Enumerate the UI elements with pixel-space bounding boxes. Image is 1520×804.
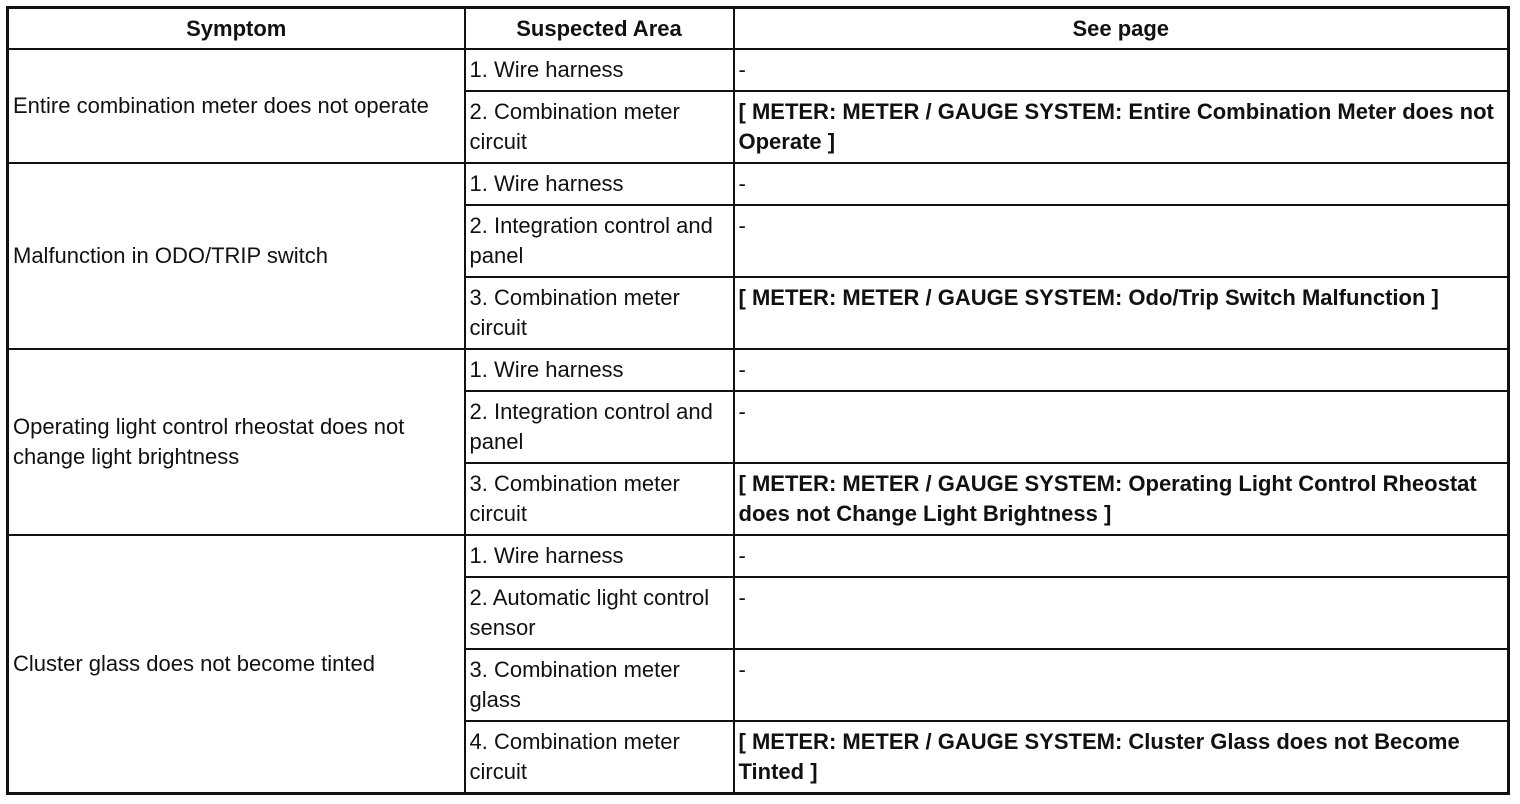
suspected-area-cell: 4. Combination meter circuit <box>465 721 734 794</box>
symptom-cell: Cluster glass does not become tinted <box>8 535 465 794</box>
suspected-area-cell: 2. Integration control and panel <box>465 391 734 463</box>
header-see-page: See page <box>734 8 1509 50</box>
suspected-area-cell: 2. Automatic light control sensor <box>465 577 734 649</box>
header-row <box>8 8 1509 50</box>
table-row <box>8 163 1509 205</box>
header-suspected-area: Suspected Area <box>465 8 734 50</box>
table-row <box>8 349 1509 391</box>
troubleshooting-table-container <box>6 6 1510 795</box>
suspected-area-cell: 1. Wire harness <box>465 349 734 391</box>
suspected-area-cell: 1. Wire harness <box>465 163 734 205</box>
see-page-cell: - <box>734 349 1509 391</box>
see-page-link[interactable]: [ METER: METER / GAUGE SYSTEM: Entire Combination Meter does not Operate ] <box>734 91 1509 163</box>
table-row <box>8 535 1509 577</box>
header-symptom: Symptom <box>8 8 465 50</box>
suspected-area-cell: 2. Combination meter circuit <box>465 91 734 163</box>
see-page-cell: - <box>734 577 1509 649</box>
see-page-cell: - <box>734 163 1509 205</box>
see-page-link[interactable]: [ METER: METER / GAUGE SYSTEM: Odo/Trip Switch Malfunction ] <box>734 277 1509 349</box>
suspected-area-cell: 1. Wire harness <box>465 535 734 577</box>
see-page-link[interactable]: [ METER: METER / GAUGE SYSTEM: Operating Light Control Rheostat does not Change Light Brightness ] <box>734 463 1509 535</box>
symptom-table <box>6 6 1510 795</box>
suspected-area-cell: 1. Wire harness <box>465 49 734 91</box>
see-page-cell: - <box>734 391 1509 463</box>
see-page-link[interactable]: [ METER: METER / GAUGE SYSTEM: Cluster Glass does not Become Tinted ] <box>734 721 1509 794</box>
suspected-area-cell: 3. Combination meter glass <box>465 649 734 721</box>
see-page-cell: - <box>734 49 1509 91</box>
symptom-cell: Operating light control rheostat does not change light brightness <box>8 349 465 535</box>
suspected-area-cell: 2. Integration control and panel <box>465 205 734 277</box>
see-page-cell: - <box>734 205 1509 277</box>
table-row <box>8 49 1509 91</box>
symptom-cell: Entire combination meter does not operate <box>8 49 465 163</box>
suspected-area-cell: 3. Combination meter circuit <box>465 463 734 535</box>
suspected-area-cell: 3. Combination meter circuit <box>465 277 734 349</box>
symptom-cell: Malfunction in ODO/TRIP switch <box>8 163 465 349</box>
see-page-cell: - <box>734 649 1509 721</box>
see-page-cell: - <box>734 535 1509 577</box>
